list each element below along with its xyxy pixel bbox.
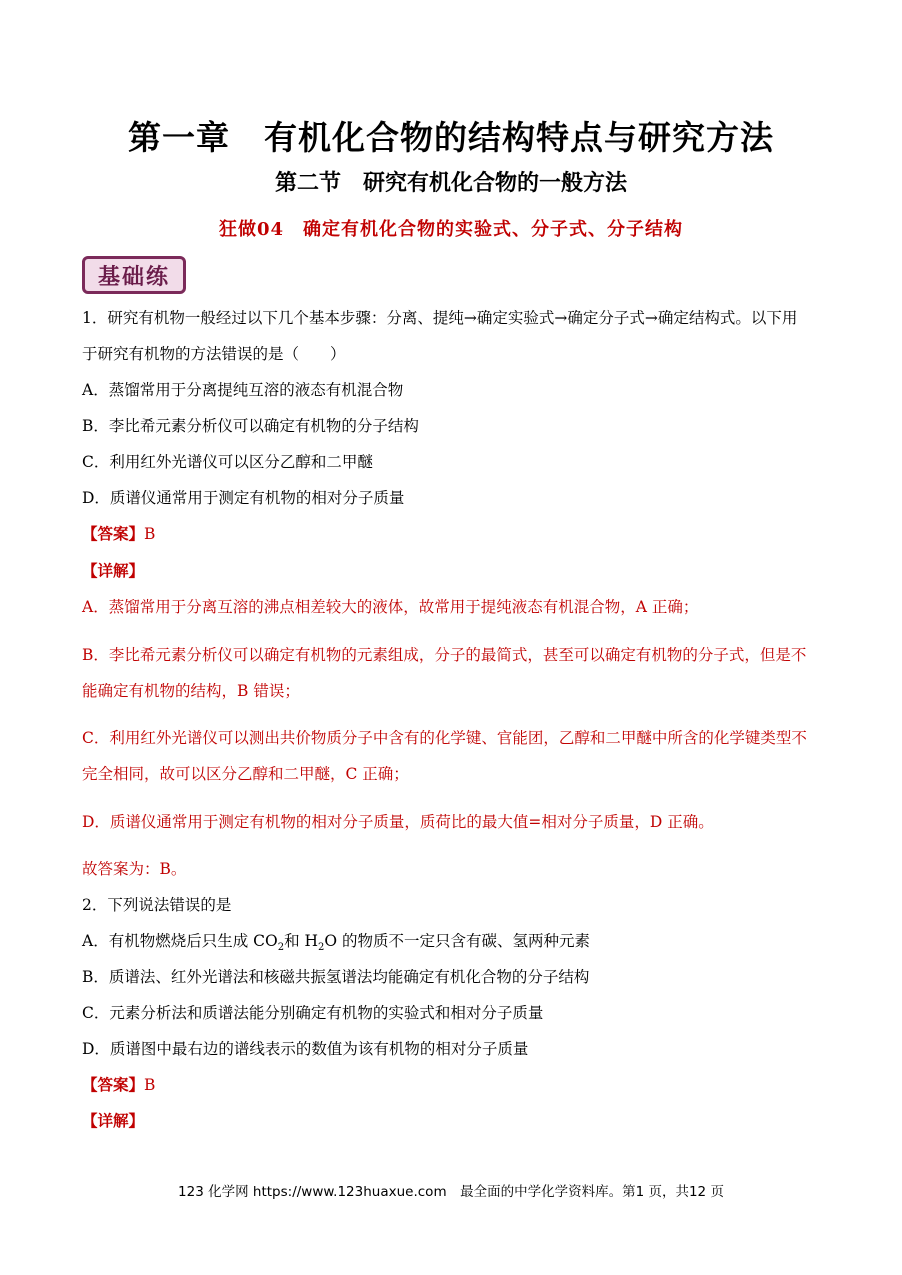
q2-option-d: D．质谱图中最右边的谱线表示的数值为该有机物的相对分子质量 [82,1040,529,1058]
q1-explain-b-line1: B．李比希元素分析仪可以确定有机物的元素组成，分子的最简式，甚至可以确定有机物的分子式，但是不 [82,646,807,664]
page-footer: 123 化学网 https://www.123huaxue.com 最全面的中学化学资料库。第1 页，共12 页 [178,1184,724,1200]
q2-answer [82,1075,155,1095]
q2-answer-value: B [144,1076,156,1094]
q1-explain-c-line1: C．利用红外光谱仪可以测出共价物质分子中含有的化学键、官能团，乙醇和二甲醚中所含的化学键类型不 [82,729,807,747]
q1-option-b: B．李比希元素分析仪可以确定有机物的分子结构 [82,417,419,435]
q2-option-c: C．元素分析法和质谱法能分别确定有机物的实验式和相对分子质量 [82,1004,544,1022]
q2-option-a-sub2: 2 [318,942,325,954]
q2-option-a-post: O 的物质不一定只含有碳、氢两种元素 [324,932,591,950]
q1-answer-value: B [144,525,156,543]
q1-explain-label: 【详解】 [82,561,145,580]
q1-conclusion: 故答案为：B。 [82,860,187,878]
q1-option-d: D．质谱仪通常用于测定有机物的相对分子质量 [82,489,405,507]
q2-explain-label: 【详解】 [82,1111,145,1130]
q1-stem-line2: 于研究有机物的方法错误的是（ ） [82,345,346,363]
q2-answer-label: 【答案】 [82,1075,145,1094]
q2-option-a-pre: A．有机物燃烧后只生成 CO [82,932,278,950]
basic-practice-badge: 基础练 [82,256,186,294]
q2-option-a [82,931,590,958]
chapter-title: 第一章 有机化合物的结构特点与研究方法 [128,118,774,157]
q1-explain-b-line2: 能确定有机物的结构，B 错误； [82,682,300,700]
q1-answer-label: 【答案】 [82,524,145,543]
q1-explain-d: D．质谱仪通常用于测定有机物的相对分子质量，质荷比的最大值=相对分子质量，D 正确。 [82,813,714,831]
q2-option-a-sub1: 2 [277,942,285,954]
q2-stem: 2．下列说法错误的是 [82,896,232,914]
q1-answer [82,524,155,544]
q1-explain-c-line2: 完全相同，故可以区分乙醇和二甲醚，C 正确； [82,765,409,783]
q1-option-a: A．蒸馏常用于分离提纯互溶的液态有机混合物 [82,381,404,399]
topic-title: 狂做04 确定有机化合物的实验式、分子式、分子结构 [218,219,684,240]
section-title: 第二节 研究有机化合物的一般方法 [274,171,627,196]
q1-option-c: C．利用红外光谱仪可以区分乙醇和二甲醚 [82,453,373,471]
q1-stem-line1: 1．研究有机物一般经过以下几个基本步骤：分离、提纯→确定实验式→确定分子式→确定结构式。以下用 [82,309,798,327]
q2-option-a-mid: 和 H [284,932,319,950]
q2-option-b: B．质谱法、红外光谱法和核磁共振氢谱法均能确定有机化合物的分子结构 [82,968,590,986]
q1-explain-a: A．蒸馏常用于分离互溶的沸点相差较大的液体，故常用于提纯液态有机混合物，A 正确； [82,598,699,616]
